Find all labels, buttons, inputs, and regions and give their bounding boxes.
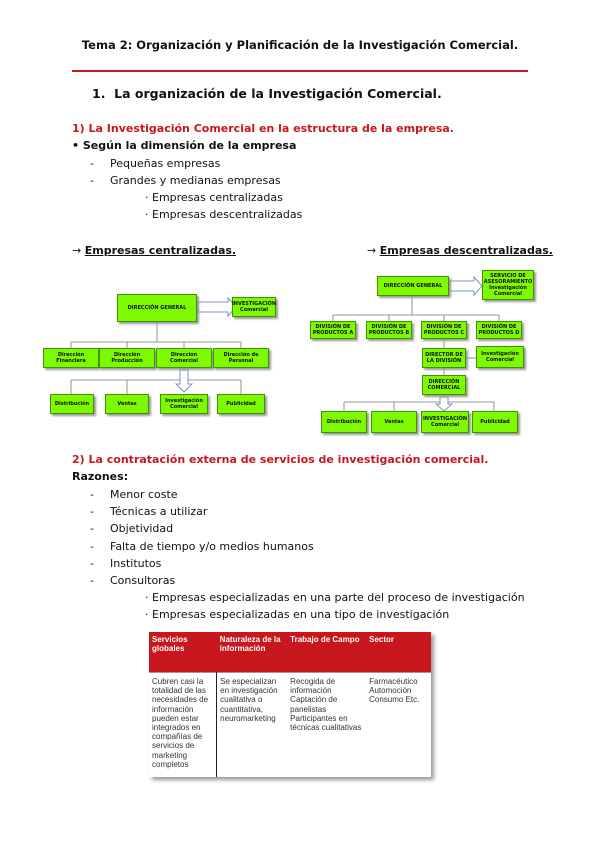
centralized-general-management: DIRECCIÓN GENERAL bbox=[117, 294, 197, 322]
decentralized-heading: → Empresas descentralizadas. bbox=[367, 244, 553, 257]
table-header-cell: Servicios globales bbox=[149, 632, 217, 673]
sub-list-item: · Empresas especializadas en una tipo de investigación bbox=[145, 608, 450, 621]
decentralized-advisory-service: SERVICIO DE ASESORAMIENTO Investigación Comercial bbox=[482, 270, 534, 300]
sub-list-item: · Empresas especializadas en una parte del proceso de investigación bbox=[145, 591, 525, 604]
subsection-1-title: 1) La Investigación Comercial en la estructura de la empresa. bbox=[72, 122, 454, 135]
centralized-bottom-box: Publicidad bbox=[217, 394, 265, 414]
section-number: 1. bbox=[92, 86, 106, 101]
decentralized-division-box: DIVISIÓN DE PRODUCTOS A bbox=[310, 321, 356, 339]
centralized-research-staff: INVESTIGACIÓN Comercial bbox=[232, 297, 276, 317]
table-row bbox=[149, 673, 431, 778]
table-cell: Farmacéutico Automoción Consumo Etc. bbox=[366, 673, 431, 778]
centralized-dept-box: Dirección Comercial bbox=[156, 348, 212, 368]
list-item: - Menor coste bbox=[90, 488, 178, 501]
centralized-bottom-box: Investigación Comercial bbox=[160, 394, 208, 414]
decentralized-division-box: DIVISIÓN DE PRODUCTOS D bbox=[476, 321, 522, 339]
list-item: - Institutos bbox=[90, 557, 162, 570]
table-header-cell: Naturaleza de la información bbox=[217, 632, 288, 673]
decentralized-bottom-box: Distribución bbox=[321, 411, 367, 433]
decentralized-research-box: Investigación Comercial bbox=[476, 346, 524, 368]
list-item: - Falta de tiempo y/o medios humanos bbox=[90, 540, 314, 553]
centralized-dept-box: Dirección de Personal bbox=[213, 348, 269, 368]
table-cell: Cubren casi la totalidad de las necesidades de información pueden estar integrados en compañías de servicios de marketing completos bbox=[149, 673, 217, 778]
section-title-text: La organización de la Investigación Comercial. bbox=[114, 86, 442, 101]
table-header-cell: Trabajo de Campo bbox=[287, 632, 366, 673]
sub-list-item: · Empresas centralizadas bbox=[145, 191, 283, 204]
company-size-bullet: • Según la dimensión de la empresa bbox=[72, 139, 297, 152]
centralized-heading: → Empresas centralizadas. bbox=[72, 244, 237, 257]
list-item: - Consultoras bbox=[90, 574, 176, 587]
table-header-row bbox=[149, 632, 431, 673]
sub-list-item: · Empresas descentralizadas bbox=[145, 208, 303, 221]
decentralized-bottom-box: Ventas bbox=[371, 411, 417, 433]
table-cell: Se especializan en investigación cualitativa o cuantitativa, neuromarketing bbox=[217, 673, 288, 778]
decentralized-bottom-box: Publicidad bbox=[472, 411, 518, 433]
decentralized-division-box: DIVISIÓN DE PRODUCTOS C bbox=[421, 321, 467, 339]
list-item: - Objetividad bbox=[90, 522, 174, 535]
subsection-2-title: 2) La contratación externa de servicios de investigación comercial. bbox=[72, 453, 489, 466]
page-header: Tema 2: Organización y Planificación de la Investigación Comercial. bbox=[81, 38, 519, 52]
centralized-dept-box: Dirección Financiera bbox=[43, 348, 99, 368]
services-table bbox=[149, 632, 431, 777]
decentralized-division-director: DIRECTOR DE LA DIVISIÓN bbox=[422, 348, 466, 368]
list-item: - Pequeñas empresas bbox=[90, 157, 221, 170]
decentralized-general-management: DIRECCIÓN GENERAL bbox=[377, 276, 449, 296]
decentralized-division-box: DIVISIÓN DE PRODUCTOS B bbox=[366, 321, 412, 339]
list-item: - Grandes y medianas empresas bbox=[90, 174, 281, 187]
reasons-label: Razones: bbox=[72, 470, 129, 483]
decentralized-bottom-box: INVESTIGACIÓN Comercial bbox=[421, 411, 469, 433]
centralized-dept-box: Dirección Producción bbox=[99, 348, 155, 368]
centralized-bottom-box: Distribución bbox=[50, 394, 94, 414]
centralized-bottom-box: Ventas bbox=[105, 394, 149, 414]
table-cell: Recogida de información Captación de panelistas Participantes en técnicas cualitativas bbox=[287, 673, 366, 778]
table-header-cell: Sector bbox=[366, 632, 431, 673]
decentralized-commercial-management: DIRECCIÓN COMERCIAL bbox=[422, 375, 466, 395]
list-item: - Técnicas a utilizar bbox=[90, 505, 208, 518]
